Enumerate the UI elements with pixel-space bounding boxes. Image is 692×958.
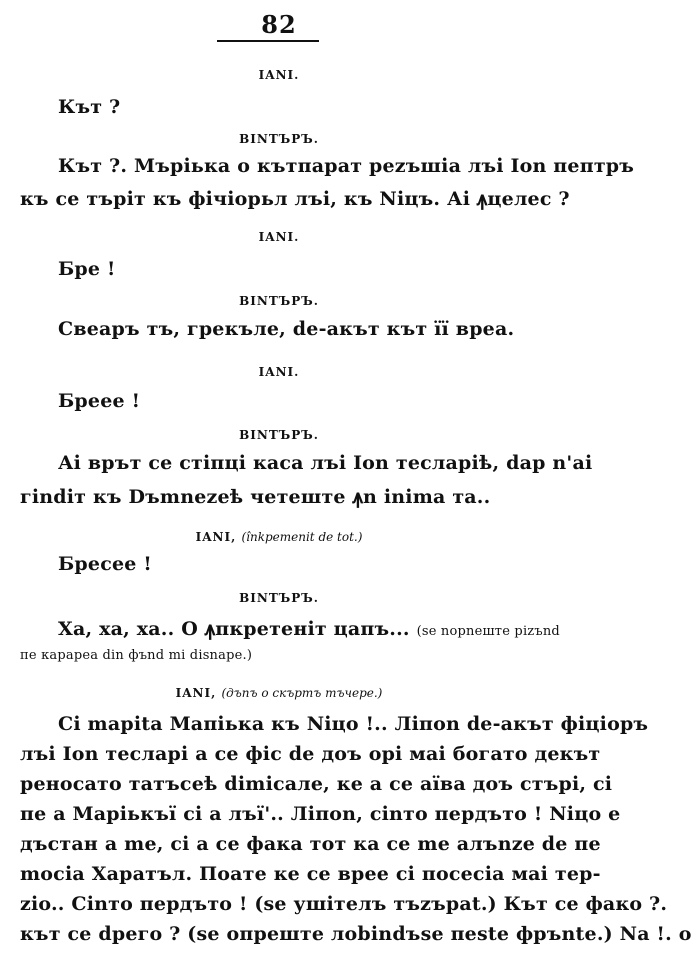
speaker-with-stage-direction bbox=[0, 530, 558, 544]
speaker-label: ВІNТЪРЪ. bbox=[239, 428, 319, 442]
speaker-label: ВІNТЪРЪ. bbox=[239, 294, 319, 308]
header-rule bbox=[217, 40, 319, 42]
speaker-label: IANI, bbox=[195, 530, 237, 544]
dialogue-line: лъі Ion тесларі а се фіс de доъ орі маі богато декът bbox=[20, 743, 601, 765]
dialogue-line: Кът ?. Мъріька о кътпарат реzъшіа лъі Ion пептръ bbox=[58, 155, 635, 177]
stage-direction: (дъпъ о скъртъ тъчере.) bbox=[221, 686, 383, 700]
dialogue-line: дъстан а me, сі а се фака тот ка се me алъnze de пе bbox=[20, 833, 601, 855]
dialogue-line: Свеаръ тъ, грекъле, de-акът кът її вреа. bbox=[58, 318, 515, 340]
dialogue-line: zio.. Сіnто пердъто ! (se ушітелъ тъzъpat.) Кът се фако ?. bbox=[20, 893, 668, 915]
dialogue-line: кът се dрего ? (se опреште лоbindъse пеste фръnte.) Na !. о bbox=[20, 923, 692, 945]
speaker-label: ВІNТЪРЪ. bbox=[239, 132, 319, 146]
dialogue-line: Аі врът се стіпці каса лъі Ion тесларіѣ, dар n'aі bbox=[58, 452, 593, 474]
dialogue-line: Бре ! bbox=[58, 258, 116, 280]
dialogue-line: Кът ? bbox=[58, 96, 121, 118]
dialogue-line: Бресее ! bbox=[58, 553, 152, 575]
stage-direction: (se nopneште pizъnd bbox=[416, 624, 560, 639]
dialogue-line: Бреее ! bbox=[58, 390, 141, 412]
speaker-label: IANI. bbox=[258, 68, 300, 82]
dialogue-line: реносато татъсеѣ dimicaле, ке а се аїва доъ стърі, сі bbox=[20, 773, 613, 795]
speaker-with-stage-direction bbox=[0, 686, 558, 700]
dialogue-line bbox=[58, 615, 560, 641]
dialogue-line: mосіа Харатъл. Поате ке се врее сі посесіа маі тер- bbox=[20, 863, 601, 885]
stage-direction: пе карареа din фъnd mi disnape.) bbox=[20, 648, 253, 663]
stage-direction: (înkpemenit de tot.) bbox=[241, 530, 363, 544]
speaker-label: IANI. bbox=[258, 365, 300, 379]
dialogue-line: пе а Маріькъї сі а лъї'.. Лiпоn, сіnто пердъто ! Niцо е bbox=[20, 803, 621, 825]
dialogue-line: Ci mapita Мапіька къ Niцо !.. Лiпоn de-акът фіціоръ bbox=[58, 713, 649, 735]
speaker-label: IANI. bbox=[258, 230, 300, 244]
speaker-label: IANI, bbox=[175, 686, 217, 700]
speaker-label: ВІNТЪРЪ. bbox=[239, 591, 319, 605]
dialogue-line: гіndіт къ Dъmnezeѣ четеште ꙟn inima та.. bbox=[20, 486, 491, 508]
dialogue-text: Ха, ха, ха.. О ꙟпкретеніт цапъ... bbox=[58, 618, 410, 640]
dialogue-line: къ се търіт къ фічіорьл лъі, къ Niцъ. Аі ꙟцелес ? bbox=[20, 188, 570, 210]
page-number: 82 bbox=[261, 10, 297, 39]
